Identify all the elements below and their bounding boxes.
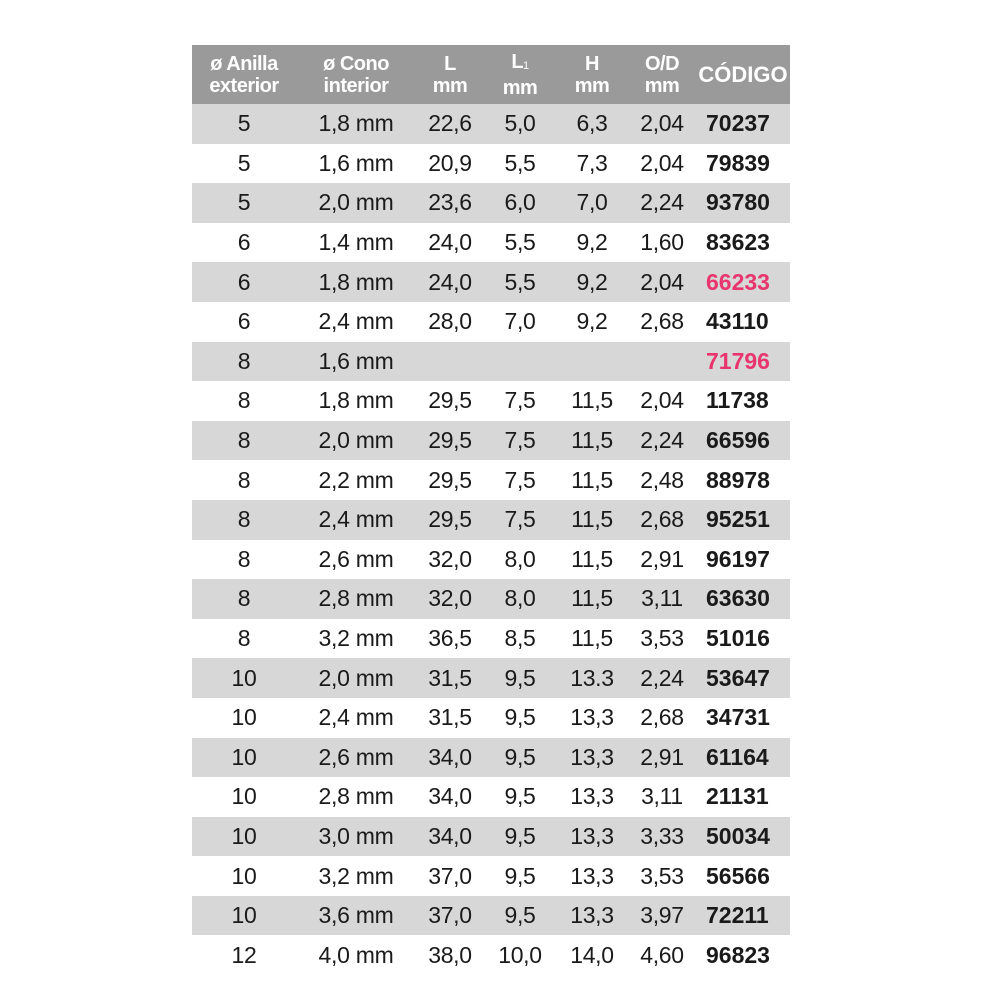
cell-codigo: 83623: [706, 229, 770, 256]
cell-anilla-exterior: 8: [237, 625, 251, 652]
cell-codigo: 71796: [706, 347, 770, 374]
cell-l1: 9,5: [504, 783, 536, 810]
cell-od: 3,11: [641, 783, 683, 810]
cell-cono-interior: 2,6 mm: [318, 743, 394, 770]
cell-l1: 9,5: [504, 822, 536, 849]
cell-h: 6,3: [576, 110, 608, 137]
cell-codigo: 95251: [706, 506, 770, 533]
header-l-line1: L: [444, 52, 456, 75]
cell-anilla-exterior: 6: [237, 229, 251, 256]
cell-cono-interior: 2,8 mm: [318, 585, 394, 612]
table-body: [192, 104, 790, 975]
cell-l: 31,5: [428, 704, 472, 731]
cell-l: 31,5: [428, 664, 472, 691]
cell-h: 11,5: [571, 506, 613, 533]
cell-h: 11,5: [571, 427, 613, 454]
cell-anilla-exterior: 12: [231, 941, 257, 968]
header-h-line1: H: [585, 52, 599, 75]
cell-l: 29,5: [428, 387, 472, 414]
cell-h: 13,3: [570, 862, 614, 889]
cell-l1: 5,0: [504, 110, 536, 137]
cell-l: 29,5: [428, 506, 472, 533]
table-header: [192, 45, 790, 104]
cell-cono-interior: 2,8 mm: [318, 783, 394, 810]
cell-codigo: 61164: [706, 743, 769, 770]
cell-anilla-exterior: 5: [237, 189, 251, 216]
cell-h: [556, 342, 628, 382]
table-row: [192, 460, 790, 500]
table-row: [192, 856, 790, 896]
cell-cono-interior: 2,4 mm: [318, 308, 394, 335]
header-l1-line1: [484, 51, 556, 77]
cell-h: 13,3: [570, 743, 614, 770]
cell-codigo: 56566: [706, 862, 770, 889]
cell-anilla-exterior: 5: [237, 110, 251, 137]
cell-codigo: 79839: [706, 149, 770, 176]
cell-od: 1,60: [640, 229, 684, 256]
cell-od: 3,53: [640, 625, 684, 652]
cell-anilla-exterior: 8: [237, 427, 251, 454]
cell-codigo: 34731: [706, 704, 770, 731]
cell-cono-interior: 2,2 mm: [318, 466, 394, 493]
table-row: [192, 540, 790, 580]
header-cono-interior: [296, 45, 416, 104]
cell-anilla-exterior: 6: [237, 308, 251, 335]
cell-l: 38,0: [428, 941, 472, 968]
cell-l1: [484, 342, 556, 382]
cell-cono-interior: 1,8 mm: [318, 268, 394, 295]
cell-od: 4,60: [640, 941, 684, 968]
cell-anilla-exterior: 8: [237, 347, 251, 374]
cell-cono-interior: 1,6 mm: [318, 347, 394, 374]
cell-od: 2,68: [640, 704, 684, 731]
cell-cono-interior: 2,0 mm: [318, 664, 394, 691]
cell-l: [416, 342, 484, 382]
cell-anilla-exterior: 5: [237, 149, 251, 176]
cell-codigo: 96197: [706, 545, 770, 572]
cell-l: 37,0: [428, 862, 472, 889]
cell-cono-interior: 3,6 mm: [318, 902, 394, 929]
cell-h: 7,3: [576, 149, 608, 176]
cell-anilla-exterior: 10: [231, 862, 257, 889]
cell-l: 32,0: [428, 545, 472, 572]
header-cono-line1: ø Cono: [323, 52, 389, 75]
cell-anilla-exterior: 10: [231, 743, 257, 770]
cell-h: 11,5: [571, 466, 613, 493]
cell-od: 2,48: [640, 466, 684, 493]
table-row: [192, 698, 790, 738]
cell-anilla-exterior: 8: [237, 506, 251, 533]
table-row: [192, 104, 790, 144]
table-row: [192, 421, 790, 461]
header-h: [556, 45, 628, 104]
cell-od: 3,11: [641, 585, 683, 612]
cell-l1: 7,0: [504, 308, 536, 335]
cell-od: 2,91: [640, 545, 684, 572]
cell-l1: 7,5: [504, 387, 536, 414]
header-anilla-line1: ø Anilla: [210, 52, 278, 75]
cell-cono-interior: 4,0 mm: [318, 941, 394, 968]
cell-cono-interior: 3,2 mm: [318, 862, 394, 889]
table-row: [192, 381, 790, 421]
cell-l1: 9,5: [504, 862, 536, 889]
cell-l1: 9,5: [504, 704, 536, 731]
table-row: [192, 817, 790, 857]
cell-l: 32,0: [428, 585, 472, 612]
cell-od: 2,24: [640, 189, 684, 216]
cell-codigo: 93780: [706, 189, 770, 216]
header-anilla-line2: exterior: [209, 74, 279, 97]
cell-h: 11,5: [571, 585, 613, 612]
table-row: [192, 619, 790, 659]
cell-anilla-exterior: 10: [231, 783, 257, 810]
cell-l1: 9,5: [504, 902, 536, 929]
cell-od: 3,97: [640, 902, 684, 929]
cell-cono-interior: 2,4 mm: [318, 506, 394, 533]
table-row: [192, 223, 790, 263]
table-row: [192, 183, 790, 223]
cell-cono-interior: 3,0 mm: [318, 822, 394, 849]
cell-codigo: 66596: [706, 427, 770, 454]
cell-cono-interior: 1,8 mm: [318, 110, 394, 137]
header-cono-line2: interior: [323, 74, 389, 97]
cell-l: 23,6: [428, 189, 472, 216]
cell-l1: 5,5: [504, 229, 536, 256]
cell-h: 11,5: [571, 625, 613, 652]
cell-codigo: 72211: [706, 902, 769, 929]
cell-h: 13,3: [570, 783, 614, 810]
spec-table: [192, 45, 790, 975]
cell-cono-interior: 2,4 mm: [318, 704, 394, 731]
cell-od: 2,91: [640, 743, 684, 770]
cell-l: 28,0: [428, 308, 472, 335]
cell-codigo: 53647: [706, 664, 770, 691]
cell-od: 2,04: [640, 387, 684, 414]
table-row: [192, 500, 790, 540]
cell-od: 2,04: [640, 268, 684, 295]
cell-cono-interior: 1,8 mm: [318, 387, 394, 414]
cell-l1: 7,5: [504, 427, 536, 454]
cell-l: 22,6: [428, 110, 472, 137]
cell-l1: 8,0: [504, 545, 536, 572]
cell-od: 2,68: [640, 506, 684, 533]
cell-anilla-exterior: 8: [237, 387, 251, 414]
cell-h: 13,3: [570, 822, 614, 849]
header-l1-main: L: [511, 50, 524, 73]
cell-anilla-exterior: 10: [231, 664, 257, 691]
cell-l: 24,0: [428, 229, 472, 256]
cell-codigo: 43110: [706, 308, 769, 335]
cell-cono-interior: 2,0 mm: [318, 427, 394, 454]
header-od-line1: O/D: [644, 52, 680, 75]
cell-anilla-exterior: 10: [231, 902, 257, 929]
table-row: [192, 658, 790, 698]
cell-l1: 8,5: [504, 625, 536, 652]
cell-anilla-exterior: 10: [231, 822, 257, 849]
cell-codigo: 63630: [706, 585, 770, 612]
cell-cono-interior: 1,4 mm: [318, 229, 394, 256]
cell-anilla-exterior: 8: [237, 466, 251, 493]
cell-anilla-exterior: 8: [237, 545, 251, 572]
table-row: [192, 302, 790, 342]
cell-codigo: 88978: [706, 466, 770, 493]
cell-l1: 5,5: [504, 149, 536, 176]
cell-l1: 8,0: [504, 585, 536, 612]
header-od: [628, 45, 696, 104]
cell-l: 29,5: [428, 427, 472, 454]
table-row: [192, 738, 790, 778]
cell-od: 2,24: [640, 664, 684, 691]
cell-od: 2,68: [640, 308, 684, 335]
cell-od: 3,33: [640, 822, 684, 849]
header-l1: [484, 45, 556, 104]
header-codigo: CÓDIGO: [698, 61, 788, 87]
cell-l1: 7,5: [504, 506, 536, 533]
header-l: [416, 45, 484, 104]
cell-cono-interior: 2,6 mm: [318, 545, 394, 572]
cell-codigo: 11738: [706, 387, 769, 414]
cell-od: 2,04: [640, 149, 684, 176]
cell-h: 13,3: [570, 902, 614, 929]
cell-codigo: 51016: [706, 625, 770, 652]
cell-h: 7,0: [576, 189, 608, 216]
cell-l: 34,0: [428, 743, 472, 770]
table-row: [192, 144, 790, 184]
header-row: [192, 45, 790, 104]
cell-h: 9,2: [576, 268, 608, 295]
cell-l1: 7,5: [504, 466, 536, 493]
cell-l: 29,5: [428, 466, 472, 493]
table-row: [192, 579, 790, 619]
cell-h: 11,5: [571, 545, 613, 572]
cell-h: 13,3: [570, 704, 614, 731]
cell-cono-interior: 1,6 mm: [318, 149, 394, 176]
cell-l: 24,0: [428, 268, 472, 295]
cell-codigo: 70237: [706, 110, 770, 137]
table-row: [192, 896, 790, 936]
cell-l1: 10,0: [498, 941, 542, 968]
table-row: [192, 935, 790, 975]
cell-od: 3,53: [640, 862, 684, 889]
cell-h: 9,2: [576, 308, 608, 335]
cell-l1: 9,5: [504, 743, 536, 770]
cell-cono-interior: 3,2 mm: [318, 625, 394, 652]
header-l1-subscript: 1: [523, 59, 529, 72]
cell-l: 20,9: [428, 149, 472, 176]
header-h-line2: mm: [574, 74, 610, 97]
spec-table-container: [192, 45, 790, 975]
header-anilla-exterior: [192, 45, 296, 104]
cell-l: 36,5: [428, 625, 472, 652]
cell-codigo: 96823: [706, 941, 770, 968]
cell-l1: 5,5: [504, 268, 536, 295]
cell-codigo: 21131: [706, 783, 769, 810]
header-l-line2: mm: [432, 74, 468, 97]
cell-l1: 9,5: [504, 664, 536, 691]
cell-cono-interior: 2,0 mm: [318, 189, 394, 216]
table-row: [192, 342, 790, 382]
table-row: [192, 777, 790, 817]
cell-codigo: 50034: [706, 822, 770, 849]
cell-anilla-exterior: 8: [237, 585, 251, 612]
header-od-line2: mm: [644, 74, 680, 97]
cell-h: 14,0: [570, 941, 614, 968]
cell-od: 2,04: [640, 110, 684, 137]
cell-l: 34,0: [428, 783, 472, 810]
cell-l: 37,0: [428, 902, 472, 929]
cell-od: [628, 342, 696, 382]
header-l1-line2: mm: [502, 76, 538, 99]
cell-h: 13.3: [570, 664, 614, 691]
cell-l: 34,0: [428, 822, 472, 849]
cell-l1: 6,0: [504, 189, 536, 216]
cell-anilla-exterior: 10: [231, 704, 257, 731]
table-row: [192, 262, 790, 302]
cell-h: 9,2: [576, 229, 608, 256]
cell-anilla-exterior: 6: [237, 268, 251, 295]
cell-codigo: 66233: [706, 268, 770, 295]
cell-h: 11,5: [571, 387, 613, 414]
cell-od: 2,24: [640, 427, 684, 454]
